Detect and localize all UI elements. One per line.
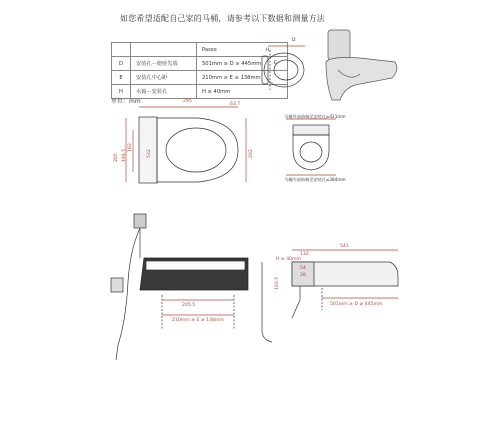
- row-value: 501mm ≥ D ≥ 445mm: [197, 57, 288, 71]
- dim-height: 202: [249, 149, 254, 158]
- unit-label: 单位：mm: [111, 98, 141, 105]
- dim-205: 205: [114, 153, 119, 162]
- dim-width: 295: [183, 99, 192, 104]
- row-name: 水箱－安装孔: [131, 85, 197, 99]
- model-name: Passo: [197, 43, 288, 57]
- row-key: D: [112, 57, 131, 71]
- letter-e: E: [274, 61, 277, 66]
- bowl-note-bottom: 马桶内部前端至安装孔≤384mm: [284, 177, 346, 182]
- bowl-note-top: 马桶外部前端至安装孔≥421mm: [284, 114, 346, 119]
- letter-h: H: [266, 48, 270, 53]
- dim-163: 163: [128, 143, 133, 152]
- row-value: 210mm ≥ E ≥ 138mm: [197, 71, 288, 85]
- bowl-top-view: [286, 119, 336, 175]
- dim-194-5: 194.5: [122, 148, 127, 162]
- seat-plan-view: [111, 214, 248, 360]
- dim-54: 54: [300, 266, 306, 271]
- seat-side-view: [262, 250, 398, 342]
- dim-28: 28: [300, 273, 306, 278]
- dim-532: 532: [147, 149, 152, 158]
- row-value: H ≥ 40mm: [197, 85, 288, 99]
- row-name: 安装孔－便座先端: [131, 57, 197, 71]
- row-key: E: [112, 71, 131, 85]
- dim-d: 501mm ≥ D ≥ 445mm: [330, 302, 383, 307]
- row-key: H: [112, 85, 131, 99]
- dim-205-5: 205.5: [182, 303, 196, 308]
- page-heading: 如您希望适配自己家的马桶，请参考以下数据和测量方法: [120, 14, 325, 23]
- dim-103-5: 103.5: [275, 276, 280, 290]
- dim-132: 132: [300, 252, 309, 257]
- toilet-illustration: [326, 30, 397, 100]
- dim-e: 210mm ≥ E ≥ 138mm: [172, 318, 224, 323]
- row-name: 安装孔中心距: [131, 71, 197, 85]
- seat-top-view: [126, 107, 246, 183]
- letter-d: D: [292, 38, 296, 43]
- dim-h: H ≥ 40mm: [276, 257, 302, 262]
- dim-541: 541: [340, 244, 349, 249]
- dim-63-7: 63.7: [230, 102, 241, 107]
